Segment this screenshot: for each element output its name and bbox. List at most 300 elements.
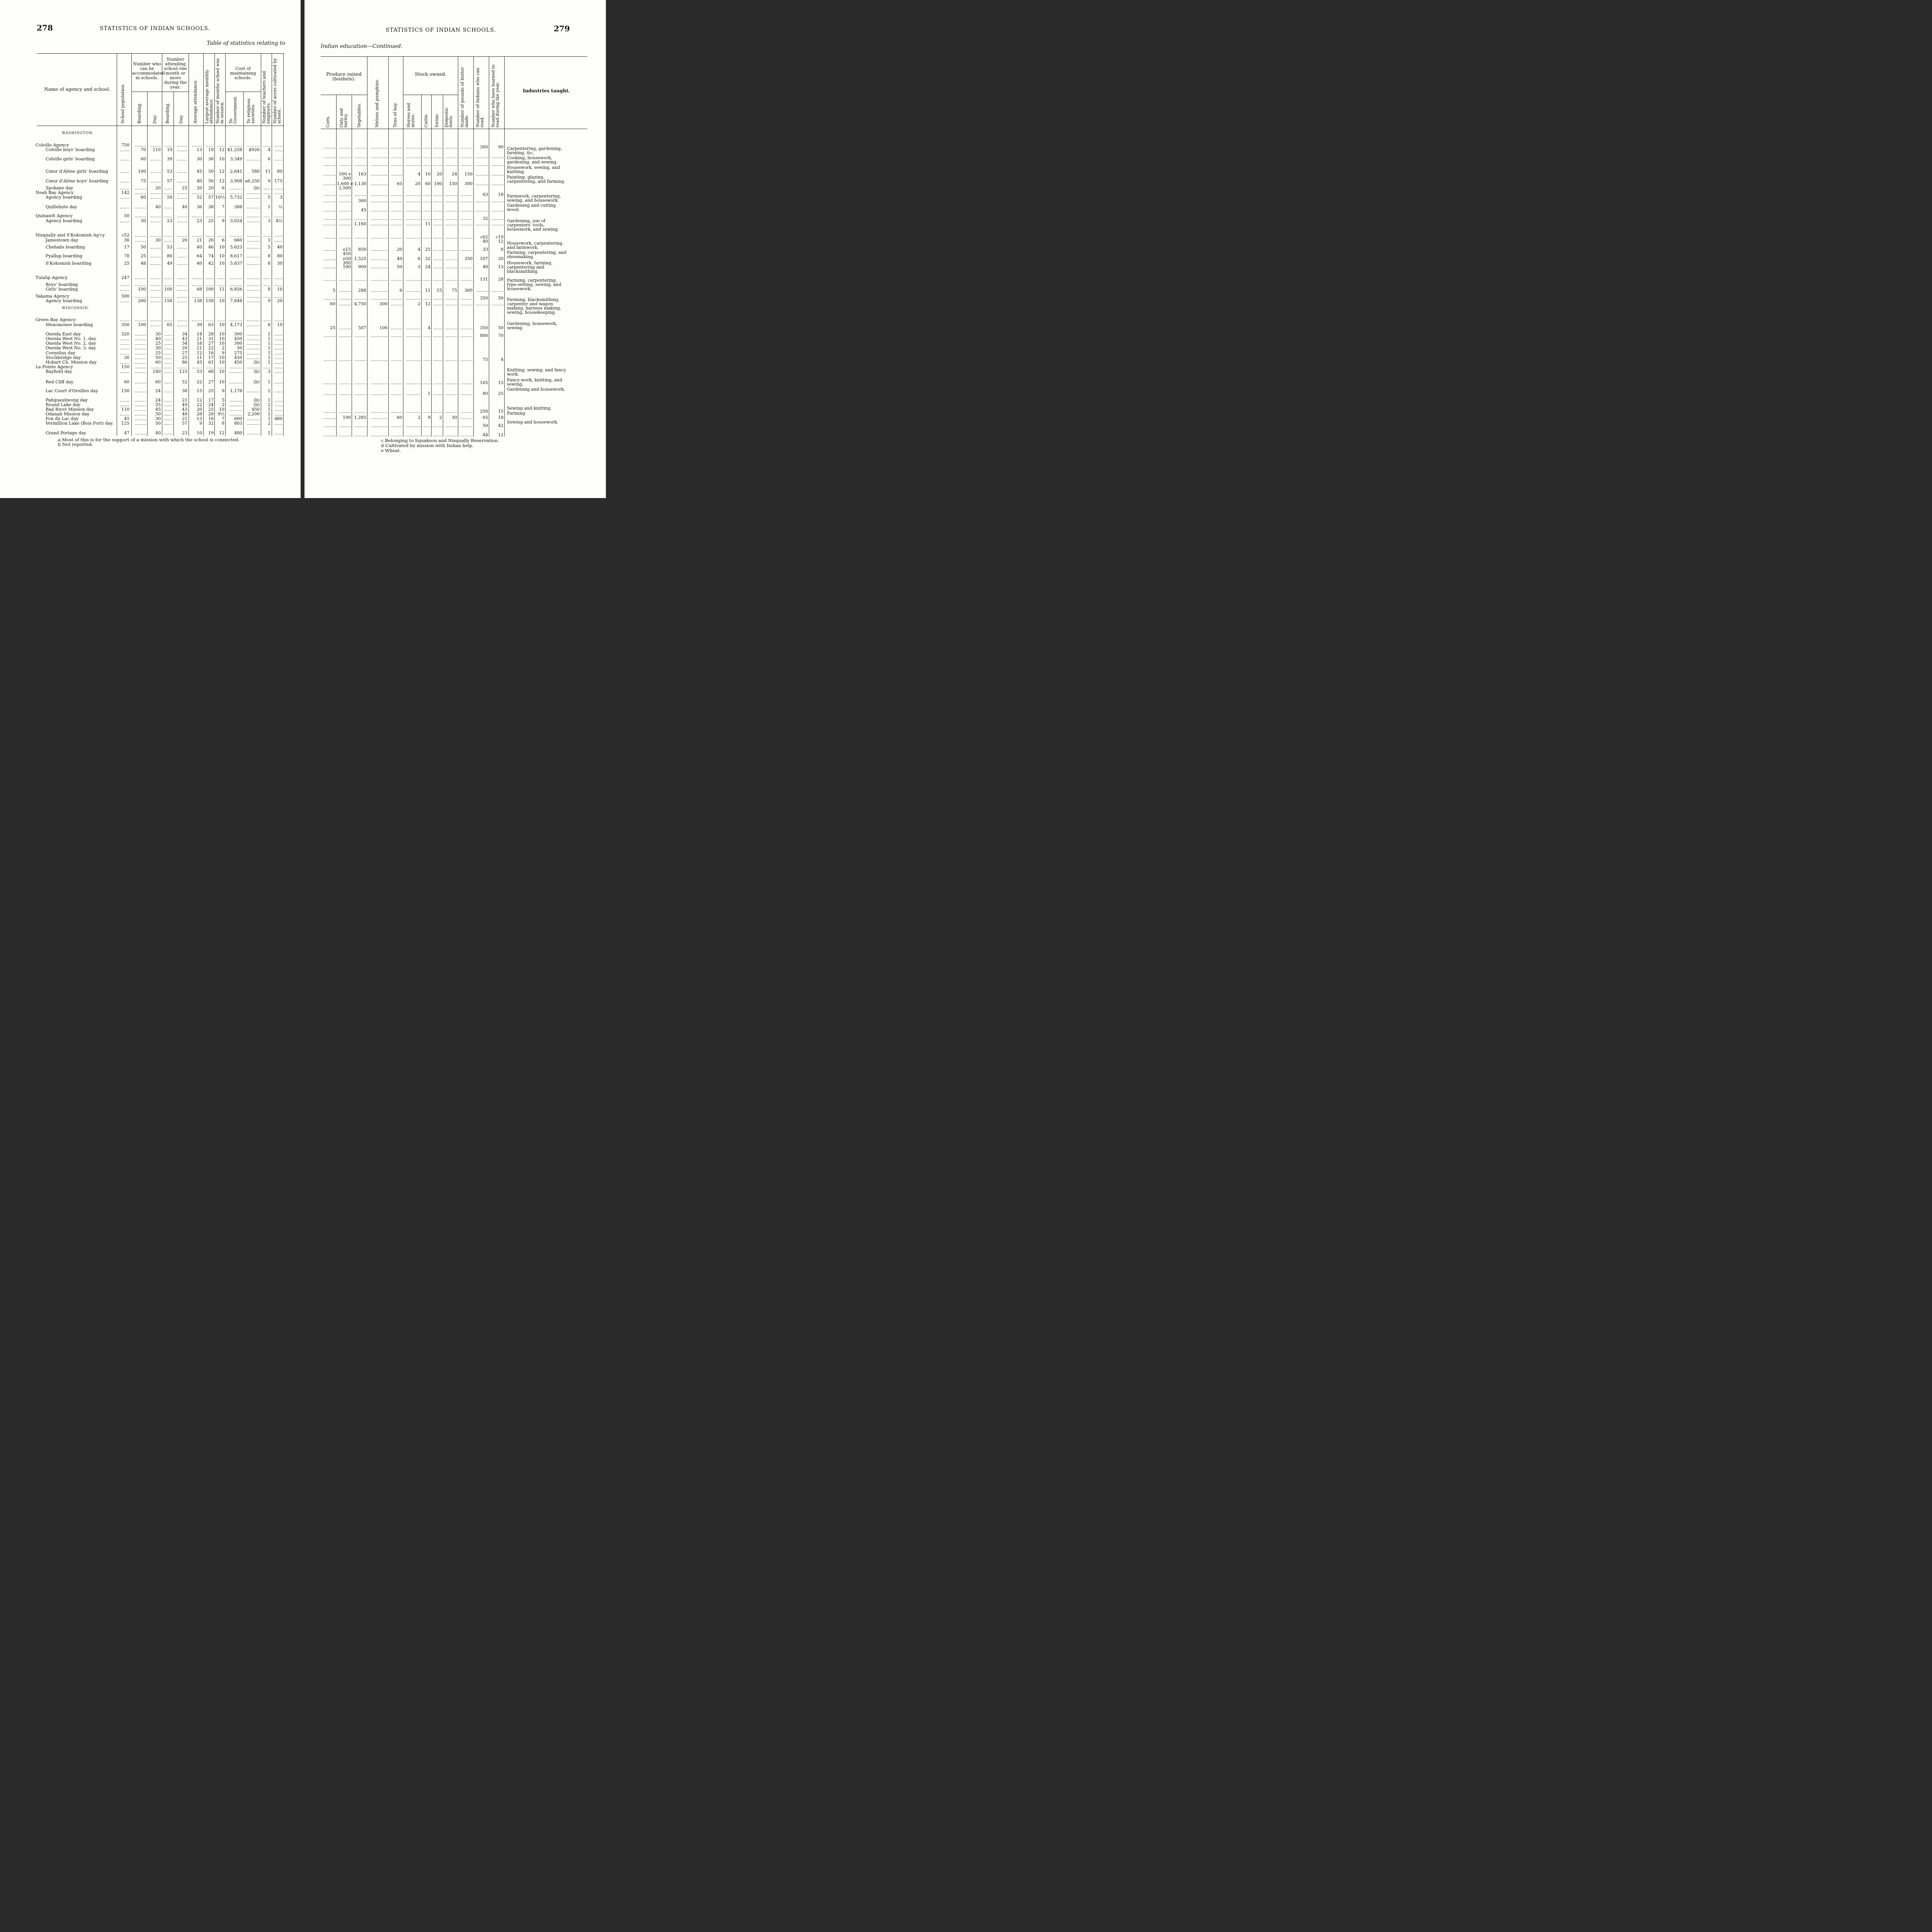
cell-lg: 16 xyxy=(208,416,214,421)
cell-tch: 1 xyxy=(268,204,270,209)
cell-avg: 45 xyxy=(197,169,202,174)
cell-avg: 64 xyxy=(197,253,202,259)
cell-pop xyxy=(118,179,129,183)
cell-mel xyxy=(368,415,388,420)
header-teachers: Number of teachers and employés. xyxy=(262,71,271,124)
cell-hor xyxy=(404,433,420,437)
table-caption: Indian education—Continued. xyxy=(321,43,403,49)
cell-hor xyxy=(404,409,420,413)
cell-gov: 660 xyxy=(234,238,242,243)
cell-rel xyxy=(244,190,260,195)
cell-mel xyxy=(368,222,388,226)
cell-ab xyxy=(133,341,146,345)
cell-tb xyxy=(163,355,172,360)
cell-read xyxy=(474,199,488,203)
cell-gov xyxy=(226,403,242,407)
cell-hay xyxy=(389,277,402,281)
cell-hay xyxy=(389,409,402,413)
cell-cat xyxy=(422,381,430,385)
cell-mel xyxy=(368,247,388,252)
cell-lg xyxy=(204,214,214,218)
cell-rel: (b) xyxy=(253,369,260,374)
cell-tch: 2 xyxy=(268,421,270,426)
cell-tch xyxy=(262,365,270,369)
cell-mo: 9 xyxy=(222,388,224,393)
cell-tb xyxy=(163,205,172,209)
cell-mo xyxy=(215,294,224,298)
cell-lg: 68 xyxy=(208,369,214,374)
cell-rel xyxy=(244,205,260,209)
cell-fow xyxy=(444,333,457,338)
cell-swi xyxy=(432,247,442,252)
cell-swi xyxy=(432,216,442,221)
cell-td xyxy=(175,261,187,265)
cell-rel xyxy=(244,323,260,327)
cell-td xyxy=(175,323,187,327)
cell-read: 350 xyxy=(480,325,488,330)
cell-ab xyxy=(133,186,146,190)
cell-corn xyxy=(322,222,335,226)
cell-td xyxy=(175,143,187,147)
cell-tch: 8 xyxy=(268,261,270,266)
cell-acr xyxy=(272,380,282,384)
cell-acr: 10 xyxy=(277,287,282,292)
cell-veg xyxy=(352,381,366,385)
cell-veg xyxy=(352,277,366,281)
cell-fow xyxy=(444,162,457,167)
cell-avg: 18 xyxy=(197,341,202,346)
cell-mo: 6 xyxy=(222,185,224,190)
state-heading: WASHINGTON. xyxy=(62,131,94,135)
cell-hay xyxy=(389,162,402,167)
cell-ab: 25 xyxy=(141,253,146,259)
header-stock: Stock owned. xyxy=(415,71,447,77)
cell-acr: 3 xyxy=(280,195,282,200)
cell-ab xyxy=(133,282,146,287)
cell-lrn: 50 xyxy=(498,325,503,330)
cell-lrn xyxy=(490,199,503,203)
cell-read: 80 xyxy=(483,391,488,396)
cell-avg: 21 xyxy=(197,345,202,350)
cell-lg: 19 xyxy=(208,430,214,435)
cell-mo xyxy=(215,233,224,237)
cell-swi xyxy=(432,222,442,226)
cell-tb: 100 xyxy=(164,287,172,292)
cell-read: 33 xyxy=(483,247,488,252)
cell-pop xyxy=(118,169,129,173)
cell-td: 38 xyxy=(182,388,187,393)
cell-rel xyxy=(244,287,260,291)
cell-tb: 23 xyxy=(167,218,172,223)
cell-pop xyxy=(118,403,129,407)
agency-school-name: Tulalip Agency xyxy=(36,275,68,280)
cell-gov: 480 xyxy=(234,430,242,435)
cell-acr xyxy=(272,369,282,374)
cell-corn xyxy=(322,192,335,197)
cell-tb xyxy=(163,407,172,412)
cell-but xyxy=(459,277,473,281)
cell-swi xyxy=(432,326,442,330)
cell-gov xyxy=(226,407,242,412)
cell-hay xyxy=(389,222,402,226)
cell-mo xyxy=(215,143,224,147)
agency-school-name: Pahquauhwong day xyxy=(46,398,88,403)
cell-gov xyxy=(226,412,242,416)
footnote: b Not reported. xyxy=(58,442,93,447)
header-produce: Produce raised (bushels). xyxy=(326,71,362,82)
cell-ab: 50 xyxy=(141,245,146,250)
cell-ab xyxy=(133,294,146,298)
cell-lrn xyxy=(490,172,503,176)
agency-school-name: Menomonee boarding xyxy=(46,322,93,327)
cell-oats: 500 e 300 xyxy=(338,172,351,181)
cell-tch: 1 xyxy=(268,345,270,350)
cell-ad xyxy=(148,254,161,258)
cell-rel xyxy=(244,355,260,360)
agency-school-name: Nisqually and S'Kokomish Ag'cy xyxy=(36,233,105,238)
cell-td: 49 xyxy=(182,402,187,407)
cell-mel xyxy=(368,423,388,428)
cell-ad: 60 xyxy=(155,360,161,365)
cell-tch: 1 xyxy=(268,398,270,403)
cell-acr: 175 xyxy=(274,179,282,184)
cell-lg: 74 xyxy=(208,253,214,259)
cell-lg: 38 xyxy=(208,204,214,209)
cell-lg: 20 xyxy=(208,185,214,190)
cell-but xyxy=(459,433,473,437)
cell-oats: 1,600 e 2,500 xyxy=(337,181,353,190)
cell-swi xyxy=(432,333,442,338)
cell-hay xyxy=(389,326,402,330)
cell-tb xyxy=(163,282,172,287)
cell-pop: 110 xyxy=(121,407,129,412)
cell-oats: e15 450 xyxy=(343,247,351,256)
cell-cat: 10 xyxy=(425,172,430,177)
cell-td xyxy=(175,157,187,161)
cell-rel xyxy=(244,365,260,369)
right-page xyxy=(304,0,606,498)
agency-school-name: Oneida West No. 1, day xyxy=(46,336,96,341)
cell-td: 34 xyxy=(182,332,187,337)
cell-lg xyxy=(204,276,214,280)
footnote: c Belonging to Squakson and Nisqually Reservation. xyxy=(381,438,499,443)
cell-tb: 49 xyxy=(167,261,172,266)
cell-veg xyxy=(352,235,366,239)
cell-tch: 1 xyxy=(268,336,270,341)
cell-hor xyxy=(404,192,420,197)
cell-pop xyxy=(118,157,129,161)
cell-read: 44 xyxy=(483,432,488,437)
cell-rel xyxy=(244,195,260,199)
agency-school-name: Oneida West No. 2, day xyxy=(46,341,96,346)
cell-tb xyxy=(163,143,172,147)
cell-td: 27 xyxy=(182,350,187,355)
cell-veg xyxy=(352,357,366,362)
cell-read: 131 xyxy=(480,277,488,282)
cell-swi: 15 xyxy=(437,288,442,293)
cell-veg xyxy=(352,216,366,221)
cell-tb xyxy=(163,403,172,407)
cell-ab: 30 xyxy=(141,218,146,223)
cell-rel: (b) xyxy=(253,185,260,190)
cell-rel: 450 xyxy=(252,407,260,412)
cell-pop: 150 xyxy=(121,388,129,393)
cell-ab xyxy=(133,332,146,336)
agency-school-name: Oneida West No. 3, day xyxy=(46,345,96,350)
cell-ab xyxy=(133,238,146,242)
cell-lrn: 15 xyxy=(498,380,503,385)
cell-oats xyxy=(337,288,351,293)
cell-avg: 53 xyxy=(197,369,202,374)
cell-read: 48 xyxy=(483,264,488,269)
cell-rel xyxy=(244,157,260,161)
cell-corn xyxy=(322,333,335,338)
cell-tch: 1 xyxy=(268,350,270,355)
cell-but xyxy=(459,381,473,385)
cell-hor xyxy=(404,288,420,293)
cell-tch: 9 xyxy=(268,179,270,184)
cell-hor xyxy=(404,216,420,221)
cell-tb xyxy=(163,318,172,322)
cell-acr xyxy=(272,276,282,280)
cell-cat xyxy=(422,409,430,413)
cell-cat: 11 xyxy=(425,221,430,226)
agency-school-name: Neah Bay Agency xyxy=(36,190,74,195)
cell-mo: 10½ xyxy=(215,195,225,200)
cell-avg: 20 xyxy=(197,185,202,190)
cell-tb xyxy=(163,238,172,242)
cell-corn xyxy=(322,277,335,281)
page-number: 278 xyxy=(37,23,53,32)
cell-veg: 1,160 xyxy=(354,221,366,226)
cell-ad xyxy=(148,294,161,298)
cell-acr xyxy=(272,407,282,412)
cell-lrn xyxy=(490,222,503,226)
cell-swi xyxy=(432,433,442,437)
cell-oats xyxy=(337,222,351,226)
industry-entry: Housework, farming, carpentering and blacksmithing. xyxy=(507,260,553,274)
cell-pop xyxy=(118,219,129,223)
cell-avg xyxy=(189,143,202,147)
cell-but xyxy=(459,208,473,212)
left-page xyxy=(0,0,301,498)
cell-pop xyxy=(118,398,129,402)
cell-avg: 138 xyxy=(194,298,202,303)
cell-ab xyxy=(133,190,146,195)
cell-mo xyxy=(215,276,224,280)
header-acres: Number of acres cultivated by school. xyxy=(272,58,282,124)
cell-gov xyxy=(226,233,242,237)
cell-lg xyxy=(204,365,214,369)
cell-ad: 30 xyxy=(155,345,161,350)
cell-rel xyxy=(244,346,260,350)
cell-hay xyxy=(389,381,402,385)
cell-read xyxy=(474,162,488,167)
cell-gov xyxy=(226,190,242,195)
cell-td xyxy=(175,299,187,303)
cell-read xyxy=(474,182,488,186)
cell-td: 25 xyxy=(182,185,187,190)
cell-hor: 3 xyxy=(418,264,420,269)
page-number: 279 xyxy=(554,24,570,33)
cell-acr xyxy=(272,389,282,393)
header-cost: Cost of maintaining schools. xyxy=(230,66,256,80)
header-accommodated-day: Day. xyxy=(152,114,157,124)
cell-veg xyxy=(352,145,366,149)
cell-avg: 40 xyxy=(197,179,202,184)
cell-ad xyxy=(148,157,161,161)
cell-oats xyxy=(337,192,351,197)
cell-tb xyxy=(163,417,172,421)
cell-veg: 360 xyxy=(358,198,366,203)
cell-tb xyxy=(163,233,172,237)
cell-mel xyxy=(368,172,388,176)
cell-mel xyxy=(368,433,388,437)
cell-tch: 1 xyxy=(268,332,270,337)
cell-cat: 11 xyxy=(425,288,430,293)
cell-acr xyxy=(272,157,282,161)
cell-td xyxy=(175,318,187,322)
cell-avg: 22 xyxy=(197,402,202,407)
cell-rel xyxy=(244,421,260,425)
agency-school-name: Agency boarding xyxy=(46,195,82,200)
cell-cat xyxy=(422,235,430,239)
header-hay: Tons of hay. xyxy=(393,102,398,128)
cell-cat: 32 xyxy=(425,256,430,261)
table-top-rule xyxy=(37,53,284,54)
cell-lg: 17 xyxy=(208,398,214,403)
cell-gov: 5,837 xyxy=(230,261,242,266)
cell-td: 43 xyxy=(182,407,187,412)
cell-pop: 36 xyxy=(124,238,129,243)
cell-gov: 1,178 xyxy=(230,388,242,393)
agency-school-name: Red Cliff day xyxy=(46,379,73,384)
cell-fow xyxy=(444,381,457,385)
cell-avg: 13 xyxy=(197,416,202,421)
header-horses: Horses and mules. xyxy=(406,103,415,128)
agency-school-name: Cœur d'Aléne boys' boarding xyxy=(46,179,109,184)
cell-mo: 10 xyxy=(219,298,224,303)
cell-swi xyxy=(432,155,442,159)
agency-school-name: Vermillion Lake (Bois Fort) day. xyxy=(46,421,114,426)
cell-tch: 2 xyxy=(268,402,270,407)
cell-fow xyxy=(444,208,457,212)
cell-mo: 10 xyxy=(219,261,224,266)
cell-tch: 1 xyxy=(268,407,270,412)
cell-td: 86 xyxy=(182,360,187,365)
cell-pop: 30 xyxy=(124,355,129,360)
cell-lrn: 70 xyxy=(498,333,503,338)
cell-fow xyxy=(444,247,457,252)
cell-hay xyxy=(389,333,402,338)
cell-hay xyxy=(389,391,402,396)
cell-avg: 20 xyxy=(197,407,202,412)
cell-lrn: 12 xyxy=(498,432,503,437)
cell-gov: 7,848 xyxy=(230,298,242,303)
cell-swi xyxy=(432,208,442,212)
cell-hor xyxy=(404,296,420,300)
cell-corn xyxy=(322,247,335,252)
cell-tch: 4 xyxy=(268,147,270,152)
cell-oats xyxy=(337,423,351,428)
cell-mo: 2 xyxy=(222,345,224,350)
cell-but xyxy=(459,155,473,159)
cell-veg xyxy=(352,409,366,413)
cell-tb xyxy=(163,431,172,435)
header-cattle: Cattle. xyxy=(423,113,429,128)
cell-mo: 10 xyxy=(219,332,224,337)
cell-hay xyxy=(389,423,402,428)
cell-mel xyxy=(368,208,388,212)
cell-rel xyxy=(244,245,260,249)
cell-hor: 2 xyxy=(418,415,420,420)
cell-tch: 1 xyxy=(268,355,270,360)
cell-avg xyxy=(189,276,202,280)
cell-lg: 16 xyxy=(208,350,214,355)
cell-oats: e50 300 xyxy=(343,256,351,265)
cell-ad: 30 xyxy=(155,416,161,421)
cell-veg xyxy=(352,296,366,300)
cell-gov xyxy=(226,380,242,384)
cell-tb xyxy=(163,190,172,195)
cell-cat: 12 xyxy=(425,301,430,306)
cell-avg: 36 xyxy=(197,204,202,209)
cell-tb: 53 xyxy=(167,169,172,174)
cell-avg: 11 xyxy=(197,355,202,360)
cell-hay: 6 xyxy=(400,288,402,293)
cell-mo: 10 xyxy=(219,156,224,162)
cell-cat xyxy=(422,296,430,300)
cell-acr: d80 xyxy=(274,416,282,421)
agency-school-name: Bayfield day xyxy=(46,369,72,374)
cell-fow xyxy=(444,409,457,413)
cell-hor xyxy=(404,333,420,338)
cell-hay xyxy=(389,216,402,221)
running-title: STATISTICS OF INDIAN SCHOOLS. xyxy=(100,26,210,32)
cell-hor xyxy=(404,357,420,362)
cell-mel xyxy=(368,391,388,396)
cell-lg xyxy=(204,318,214,322)
cell-lrn: 15 xyxy=(498,409,503,414)
cell-hay: 20 xyxy=(397,247,402,252)
cell-oats xyxy=(337,302,351,306)
cell-but: 300 xyxy=(464,288,473,293)
cell-read xyxy=(474,172,488,176)
cell-rel xyxy=(244,332,260,336)
agency-school-name: Grand Portage day xyxy=(46,430,86,435)
cell-lrn: 8 xyxy=(501,247,503,252)
cell-lrn: 20 xyxy=(498,256,503,261)
cell-lrn: 18 xyxy=(498,192,503,197)
cell-ab xyxy=(133,365,146,369)
cell-acr: 10 xyxy=(277,322,282,327)
cell-rel xyxy=(244,282,260,287)
agency-school-name: Pyallup boarding xyxy=(46,253,82,259)
cell-swi xyxy=(432,357,442,362)
cell-corn: 25 xyxy=(330,325,335,330)
cell-ab xyxy=(133,412,146,416)
cell-corn xyxy=(322,145,335,149)
cell-swi xyxy=(432,257,442,261)
cell-mel xyxy=(368,257,388,261)
cell-gov: 5,732 xyxy=(230,195,242,200)
cell-cat xyxy=(422,333,430,338)
cell-hay xyxy=(389,302,402,306)
cell-hor xyxy=(404,381,420,385)
cell-lg xyxy=(204,282,214,287)
cell-ad: 25 xyxy=(155,341,161,346)
cell-lrn xyxy=(490,162,503,167)
